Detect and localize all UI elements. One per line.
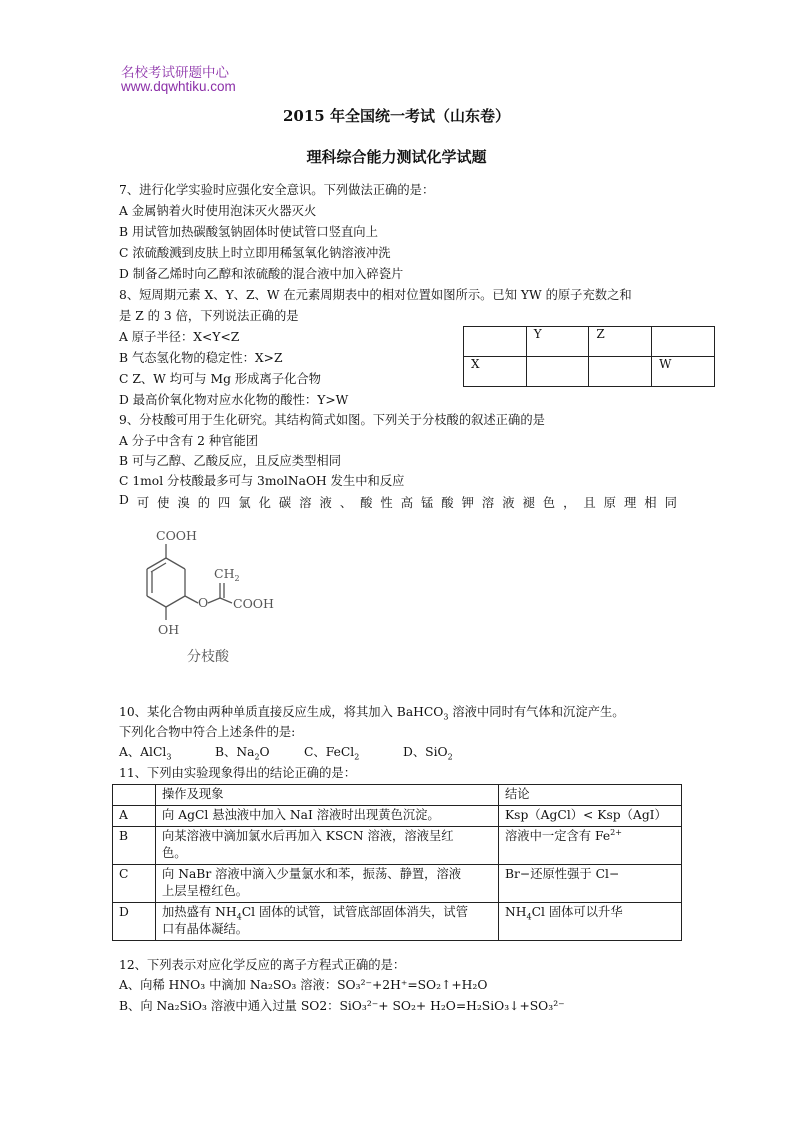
row-operation	[156, 903, 499, 941]
cell	[526, 357, 589, 387]
q9-option-d-char: 溴	[177, 496, 190, 510]
q9-option-b: B 可与乙醇、乙酸反应，且反应类型相同	[119, 454, 341, 468]
q11-table	[112, 784, 682, 941]
q8-option-b: B 气态氢化物的稳定性：X>Z	[119, 351, 283, 365]
periodic-position-table	[463, 326, 715, 387]
row-conclusion-text: 溶液中一定含有 Fe	[505, 829, 611, 843]
header-cell	[113, 785, 156, 806]
cell	[589, 357, 652, 387]
bond-line	[208, 598, 220, 603]
cell	[464, 327, 527, 357]
row-conclusion-sub: 4	[526, 912, 532, 922]
q9-option-d-char: 钾	[461, 496, 474, 510]
q8-stem-line2: 是 Z 的 3 倍，下列说法正确的是	[119, 309, 299, 323]
row-conclusion: Br−还原性强于 Cl−	[499, 865, 682, 903]
q9-option-d-char: 溶	[481, 496, 495, 510]
bond-line	[166, 558, 185, 569]
q8-option-a: A 原子半径：X<Y<Z	[119, 330, 240, 344]
q7-option-d: D 制备乙烯时向乙醇和浓硫酸的混合液中加入碎瓷片	[119, 267, 404, 281]
row-operation-line: 上层呈橙红色。	[162, 884, 249, 898]
q9-option-d-char: D	[119, 493, 129, 507]
bond-line	[185, 596, 198, 603]
page-title: 2015 年全国统一考试（山东卷）	[283, 107, 510, 125]
q9-option-d-char: 性	[380, 496, 393, 510]
row-conclusion-text: NH	[505, 905, 527, 919]
row-label: D	[113, 903, 156, 941]
q10-line1	[119, 704, 625, 720]
q10-line1-sub: 3	[443, 712, 449, 722]
watermark-url[interactable]: www.dqwhtiku.com	[121, 79, 236, 94]
bond-line	[147, 558, 166, 569]
cell: Z	[589, 327, 652, 357]
q9-option-d-char: 可	[136, 496, 150, 510]
q10-option-b	[215, 744, 270, 760]
q10-option-d	[403, 744, 453, 760]
q10-option-a-text: A、AlCl	[119, 745, 167, 759]
q9-option-d-char: 相	[644, 496, 657, 510]
page-subtitle: 理科综合能力测试化学试题	[306, 148, 487, 166]
oxygen-label: O	[198, 595, 209, 610]
row-operation-sub: 4	[236, 912, 242, 922]
row-conclusion	[499, 827, 682, 865]
q10-option-a-sub: 3	[166, 752, 172, 762]
row-operation-text: 加热盛有 NH	[162, 905, 237, 919]
q7-option-a: A 金属钠着火时使用泡沫灭火器灭火	[119, 204, 317, 218]
table-header-row	[113, 785, 682, 806]
q9-option-d-char: 液	[502, 496, 515, 510]
q9-option-d-char: 氯	[238, 496, 251, 510]
table-row	[113, 806, 682, 827]
row-label: A	[113, 806, 156, 827]
q10-option-c-sub: 2	[354, 752, 360, 762]
q9-option-d-char: 四	[218, 496, 231, 510]
q9-option-d-char: 理	[623, 496, 637, 510]
q10-option-d-sub: 2	[447, 752, 453, 762]
q10-option-b-tail: O	[259, 745, 270, 759]
q12-option-a: A、向稀 HNO₃ 中滴加 Na₂SO₃ 溶液：SO₃²⁻+2H⁺=SO₂↑+H₂O	[119, 978, 488, 992]
q10-option-c-text: C、FeCl	[304, 745, 355, 759]
q7-option-c: C 浓硫酸溅到皮肤上时立即用稀氢氧化钠溶液冲洗	[119, 246, 391, 260]
q11-stem: 11、下列由实验现象得出的结论正确的是：	[119, 766, 356, 780]
q9-option-d	[119, 493, 677, 511]
q7-stem: 7、进行化学实验时应强化安全意识。下列做法正确的是：	[119, 183, 435, 197]
q9-option-d-char: 褪	[522, 496, 535, 510]
q10-line1-a: 10、某化合物由两种单质直接反应生成，将其加入 BaHCO	[119, 705, 444, 719]
q9-option-c: C 1mol 分枝酸最多可与 3molNaOH 发生中和反应	[119, 474, 405, 488]
table-row	[113, 903, 682, 941]
q10-option-b-sub: 2	[254, 752, 260, 762]
q9-option-d-char: 且	[583, 496, 596, 510]
row-conclusion-text: Cl 固体可以升华	[531, 905, 623, 919]
q9-option-d-char: 酸	[360, 496, 373, 510]
q8-option-c: C Z、W 均可与 Mg 形成离子化合物	[119, 372, 321, 386]
header-cell: 操作及现象	[156, 785, 499, 806]
bond-line	[166, 596, 185, 607]
row-label: B	[113, 827, 156, 865]
q10-line1-b: 溶液中同时有气体和沉淀产生。	[448, 705, 625, 719]
row-operation-line: 口有晶体凝结。	[162, 922, 249, 936]
header-cell: 结论	[499, 785, 682, 806]
row-operation: 向 AgCl 悬浊液中加入 NaI 溶液时出现黄色沉淀。	[156, 806, 499, 827]
row-label: C	[113, 865, 156, 903]
cell: Y	[526, 327, 589, 357]
q9-option-d-char: 色	[542, 496, 556, 510]
q9-option-d-char: 化	[258, 496, 271, 510]
table-row	[113, 827, 682, 865]
chorismic-acid-structure	[128, 520, 298, 670]
bond-line	[147, 596, 166, 607]
q9-option-d-char: ，	[563, 496, 576, 510]
q9-option-d-char: 锰	[421, 496, 434, 510]
q9-option-d-char: 同	[664, 496, 677, 510]
q9-option-d-char: 的	[197, 496, 211, 510]
q10-option-c	[304, 744, 359, 760]
q9-option-d-char: 原	[603, 496, 616, 510]
q10-option-b-text: B、Na	[215, 745, 255, 759]
row-operation-line	[162, 904, 492, 921]
bond-line	[220, 598, 232, 603]
row-operation	[156, 865, 499, 903]
q8-option-d: D 最高价氧化物对应水化物的酸性：Y>W	[119, 393, 349, 407]
q9-option-a: A 分子中含有 2 种官能团	[119, 434, 259, 448]
table-row	[113, 865, 682, 903]
q9-option-d-char: 、	[339, 496, 353, 510]
ch2-label	[214, 566, 240, 583]
q9-stem: 9、分枝酸可用于生化研究。其结构简式如图。下列关于分枝酸的叙述正确的是	[119, 413, 545, 427]
cell: W	[652, 357, 715, 387]
row-operation-line: 向 NaBr 溶液中滴入少量氯水和苯，振荡、静置，溶液	[162, 867, 462, 881]
cooh-right-label: COOH	[233, 596, 274, 611]
cell: X	[464, 357, 527, 387]
structure-caption: 分枝酸	[187, 649, 229, 665]
cell	[652, 327, 715, 357]
q12-option-b: B、向 Na₂SiO₃ 溶液中通入过量 SO2：SiO₃²⁻+ SO₂+ H₂O=H₂SiO₃↓+SO₃²⁻	[119, 999, 565, 1013]
q9-option-d-char: 高	[400, 496, 414, 510]
q10-option-a	[119, 744, 171, 760]
q9-option-d-char: 液	[319, 496, 332, 510]
q9-option-d-char: 酸	[441, 496, 454, 510]
q12-stem: 12、下列表示对应化学反应的离子方程式正确的是：	[119, 958, 406, 972]
row-conclusion-sup: 2+	[610, 827, 622, 837]
cooh-top-label: COOH	[156, 528, 197, 543]
row-conclusion: Ksp（AgCl）< Ksp（AgI）	[499, 806, 682, 827]
ch2-text: CH	[214, 566, 235, 581]
bond-line	[151, 563, 166, 572]
q9-option-d-char: 碳	[278, 496, 292, 510]
q7-option-b: B 用试管加热碳酸氢钠固体时使试管口竖直向上	[119, 225, 378, 239]
ch2-subscript: 2	[234, 574, 240, 583]
row-operation-line: 色。	[162, 846, 187, 860]
watermark-name: 名校考试研题中心	[121, 65, 229, 81]
row-conclusion	[499, 903, 682, 941]
q10-option-d-text: D、SiO	[403, 745, 448, 759]
oh-label: OH	[158, 622, 180, 637]
q10-line2: 下列化合物中符合上述条件的是:	[119, 725, 296, 739]
q8-stem-line1: 8、短周期元素 X、Y、Z、W 在元素周期表中的相对位置如图所示。已知 YW 的原子充数之和	[119, 288, 632, 302]
row-operation	[156, 827, 499, 865]
q9-option-d-char: 溶	[299, 496, 312, 510]
q9-option-d-char: 使	[157, 496, 170, 510]
row-operation-line: 向某溶液中滴加氯水后再加入 KSCN 溶液，溶液呈红	[162, 829, 454, 843]
row-operation-text: Cl 固体的试管，试管底部固体消失，试管	[241, 905, 468, 919]
